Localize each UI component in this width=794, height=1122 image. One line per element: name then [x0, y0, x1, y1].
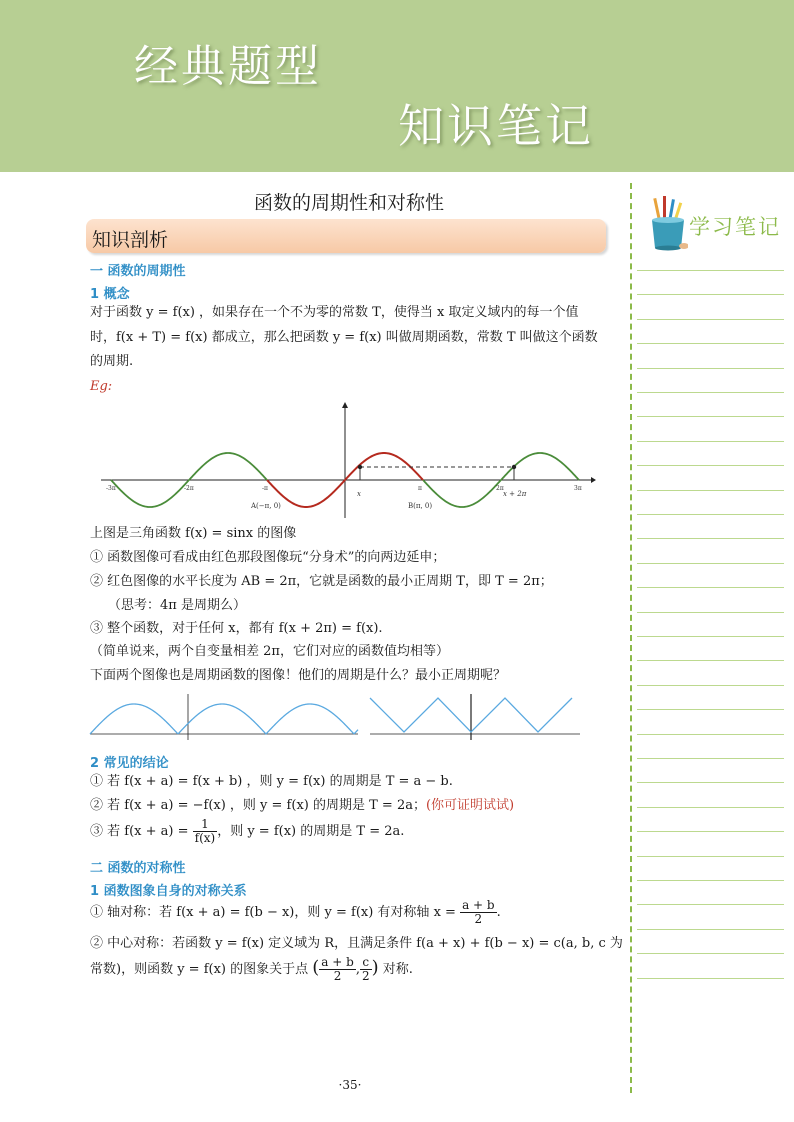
note-line	[637, 758, 784, 759]
note-line	[637, 880, 784, 881]
symmetry-center-fraction-1	[319, 956, 356, 983]
symmetry-center-pre: 常数)，则函数 y = f(x) 的图象关于点	[90, 962, 309, 977]
note-line	[637, 441, 784, 442]
symmetry-axis-den: 2	[474, 912, 483, 926]
part1-heading: 一 函数的周期性	[90, 264, 186, 279]
definition-line-1: 对于函数 y = f(x) ，如果存在一个不为零的常数 T，使得当 x 取定义域内的每一个值	[90, 305, 579, 320]
tick-label-neg3pi: -3π	[106, 485, 116, 492]
label-point-a: A(−π, 0)	[251, 502, 281, 510]
note-line	[637, 587, 784, 588]
page-title: 函数的周期性和对称性	[253, 192, 444, 214]
note-line	[637, 929, 784, 930]
symmetry-center-line-2: 常数)，则函数 y = f(x) 的图象关于点 ( $\frac{a + b}{2}$ , $\frac{c}{2}$ ) 对称.	[90, 955, 413, 983]
note-line	[637, 636, 784, 637]
symmetry-center-num-2: c	[360, 956, 372, 970]
marker-point-x2pi	[512, 465, 516, 469]
tick-label-pi: π	[418, 485, 422, 492]
conclusion-3-pre: ③ 若 f(x + a) =	[90, 824, 189, 839]
example-label: Eg:	[90, 379, 113, 394]
conclusion-2-note: (你可证明试试)	[425, 798, 515, 813]
description-5: （简单说来，两个自变量相差 2π，它们对应的函数值均相等）	[90, 644, 449, 659]
symmetry-center-num-1: a + b	[321, 955, 354, 969]
tick-label-negpi: -π	[262, 485, 268, 492]
conclusion-1: ① 若 f(x + a) = f(x + b) ，则 y = f(x) 的周期是 T = a − b.	[90, 774, 453, 789]
description-2: ② 红色图像的水平长度为 AB = 2π，它就是函数的最小正周期 T，即 T = 2π；	[90, 574, 553, 589]
note-line	[637, 343, 784, 344]
tick-label-2pi: 2π	[496, 485, 504, 492]
note-line	[637, 538, 784, 539]
page-number: ·35·	[338, 1078, 362, 1092]
symmetry-center-den-2: 2	[361, 969, 370, 983]
description-0: 上图是三角函数 f(x) = sinx 的图像	[90, 526, 297, 541]
abs-sine-curve	[90, 704, 358, 734]
symmetry-axis-post: .	[496, 905, 501, 920]
note-line	[637, 392, 784, 393]
symmetry-center-fraction-2	[360, 956, 372, 983]
symmetry-center-post: 对称.	[382, 962, 413, 977]
y-axis-arrow	[342, 402, 348, 408]
conclusion-3-num: 1	[193, 818, 218, 832]
sine-graph	[96, 400, 596, 522]
x-axis-arrow	[591, 477, 596, 483]
symmetry-axis-num: a + b	[462, 898, 495, 912]
conclusion-3-post: ，则 y = f(x) 的周期是 T = 2a.	[217, 824, 405, 839]
conclusion-2-text: ② 若 f(x + a) = −f(x) ，则 y = f(x) 的周期是 T = 2a；	[90, 798, 426, 813]
note-line	[637, 368, 784, 369]
note-line	[637, 807, 784, 808]
note-line	[637, 734, 784, 735]
note-line	[637, 709, 784, 710]
section-header	[86, 219, 606, 253]
question-line: 下面两个图像也是周期函数的图像！他们的周期是什么？最小正周期呢？	[90, 668, 507, 683]
symmetry-center-line-1: ② 中心对称：若函数 y = f(x) 定义域为 R，且满足条件 f(a + x) + f(b − x) = c(a, b, c 为	[90, 936, 623, 951]
note-line	[637, 294, 784, 295]
symmetry-center-den-1: 2	[333, 969, 342, 983]
part1-sub1: 1 概念	[90, 287, 130, 302]
conclusion-3-den: f(x)	[194, 831, 216, 845]
triangle-wave-graph	[368, 692, 582, 742]
note-line	[637, 782, 784, 783]
notes-title: 学习笔记	[689, 215, 781, 239]
header-banner	[0, 0, 794, 172]
note-line	[637, 660, 784, 661]
section-title: 知识剖析	[92, 229, 169, 251]
banner-title-2: 知识笔记	[398, 99, 594, 153]
note-line	[637, 416, 784, 417]
note-line	[637, 319, 784, 320]
conclusion-2	[90, 799, 514, 812]
label-x-plus-2pi: x + 2π	[503, 490, 527, 498]
marker-point-x	[358, 465, 362, 469]
tick-label-3pi: 3π	[574, 485, 582, 492]
part2-sub1: 1 函数图象自身的对称关系	[90, 884, 247, 899]
label-x: x	[357, 490, 361, 498]
note-line	[637, 856, 784, 857]
note-line	[637, 831, 784, 832]
part2-heading: 二 函数的对称性	[90, 861, 186, 876]
note-line	[637, 514, 784, 515]
note-line	[637, 904, 784, 905]
note-line	[637, 612, 784, 613]
note-line	[637, 270, 784, 271]
label-point-b: B(π, 0)	[408, 502, 433, 510]
conclusion-3	[90, 818, 404, 845]
symmetry-axis-fraction	[460, 899, 497, 926]
symmetry-axis	[90, 899, 501, 926]
abs-sine-graph	[88, 692, 360, 742]
note-line	[637, 685, 784, 686]
banner-title-1: 经典题型	[134, 41, 322, 92]
note-line	[637, 953, 784, 954]
pencil-cup-icon	[648, 196, 688, 252]
part1-sub2: 2 常见的结论	[90, 756, 169, 771]
note-line	[637, 563, 784, 564]
definition-line-3: 的周期.	[90, 354, 134, 369]
symmetry-axis-pre: ① 轴对称：若 f(x + a) = f(b − x)，则 y = f(x) 有对称轴 x =	[90, 905, 456, 920]
note-line	[637, 465, 784, 466]
note-line	[637, 978, 784, 979]
description-1: ① 函数图像可看成由红色那段图像玩“分身术”的向两边延申；	[90, 550, 446, 565]
sidebar-divider	[630, 183, 632, 1093]
note-line	[637, 490, 784, 491]
description-3: （思考：4π 是周期么）	[108, 598, 246, 613]
description-4: ③ 整个函数，对于任何 x，都有 f(x + 2π) = f(x).	[90, 621, 383, 636]
conclusion-3-fraction	[193, 818, 218, 845]
definition-line-2: 时，f(x + T) = f(x) 都成立，那么把函数 y = f(x) 叫做周期函数，常数 T 叫做这个函数	[90, 330, 598, 345]
tick-label-neg2pi: -2π	[184, 485, 194, 492]
